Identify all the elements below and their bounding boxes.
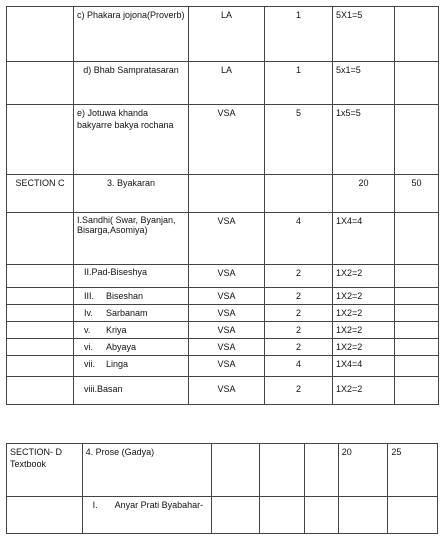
table-row: [7, 305, 439, 322]
section-cell: [7, 265, 74, 288]
marks-cell: 1X2=2: [333, 305, 395, 322]
section-cell: SECTION- D Textbook: [7, 444, 83, 497]
topic-cell: [74, 288, 189, 305]
question-count-cell: 2: [265, 322, 333, 339]
type-cell: VSA: [189, 265, 265, 288]
section-cell: SECTION C: [7, 175, 74, 213]
total-cell: [395, 322, 439, 339]
marks-cell: 1X4=4: [333, 356, 395, 377]
item-number: vii.: [84, 359, 95, 369]
marks-cell: 1X2=2: [333, 288, 395, 305]
marks-cell: 1X4=4: [333, 213, 395, 265]
topic-cell: [74, 356, 189, 377]
empty-cell: [259, 497, 304, 534]
item-number: I.: [92, 500, 98, 510]
marks-cell: 5X1=5: [333, 7, 395, 62]
type-cell: LA: [189, 7, 265, 62]
topic-cell: I.Sandhi( Swar, Byanjan, Bisarga,Asomiya): [74, 213, 189, 265]
empty-cell: [212, 497, 259, 534]
question-count-cell: 2: [265, 377, 333, 405]
empty-cell: [259, 444, 304, 497]
type-cell: VSA: [189, 305, 265, 322]
topic-cell: [82, 497, 212, 534]
type-cell: VSA: [189, 356, 265, 377]
marks-table: [6, 6, 439, 405]
item-number: v.: [84, 325, 91, 335]
marks-cell: 1X2=2: [333, 322, 395, 339]
total-cell: [395, 105, 439, 175]
section-cell: [7, 7, 74, 62]
section-cell: [7, 213, 74, 265]
table-row: [7, 265, 439, 288]
empty-cell: [338, 497, 388, 534]
topic-cell: [74, 322, 189, 339]
table-row: [7, 444, 438, 497]
empty-cell: [304, 444, 338, 497]
item-number: Iv.: [84, 308, 93, 318]
question-count-cell: 2: [265, 265, 333, 288]
item-number: vi.: [84, 342, 93, 352]
topic-cell: II.Pad-Biseshya: [74, 265, 189, 288]
section-cell: [7, 62, 74, 105]
item-label: Anyar Prati Byabahar-: [114, 500, 204, 510]
table-row: [7, 356, 439, 377]
table-row: [7, 175, 439, 213]
item-label: Abyaya: [106, 342, 137, 352]
topic-cell: 3. Byakaran: [74, 175, 189, 213]
total-cell: 25: [388, 444, 438, 497]
section-cell: [7, 305, 74, 322]
total-cell: [395, 213, 439, 265]
topic-cell: [74, 339, 189, 356]
table-row: [7, 497, 438, 534]
type-cell: VSA: [189, 339, 265, 356]
table-row: [7, 322, 439, 339]
table-row: [7, 377, 439, 405]
table-row: [7, 339, 439, 356]
empty-cell: [212, 444, 259, 497]
section-cell: [7, 105, 74, 175]
total-cell: [395, 7, 439, 62]
question-count-cell: 2: [265, 339, 333, 356]
section-cell: [7, 497, 83, 534]
item-label: Sarbanam: [106, 308, 148, 318]
total-cell: [395, 305, 439, 322]
item-label: Kriya: [106, 325, 127, 335]
marks-cell: 1x5=5: [333, 105, 395, 175]
section-cell: [7, 377, 74, 405]
section-cell: [7, 339, 74, 356]
table-row: [7, 288, 439, 305]
marks-cell: 1X2=2: [333, 265, 395, 288]
total-cell: [395, 339, 439, 356]
topic-cell: d) Bhab Sampratasaran: [74, 62, 189, 105]
type-cell: [189, 175, 265, 213]
section-d-table: [6, 443, 438, 534]
type-cell: LA: [189, 62, 265, 105]
marks-cell: 1X2=2: [333, 377, 395, 405]
type-cell: VSA: [189, 105, 265, 175]
type-cell: VSA: [189, 213, 265, 265]
item-number: III.: [84, 291, 95, 301]
question-count-cell: 2: [265, 288, 333, 305]
question-count-cell: 1: [265, 62, 333, 105]
total-cell: [395, 356, 439, 377]
table-row: [7, 62, 439, 105]
marks-cell: 20: [338, 444, 388, 497]
question-count-cell: [265, 175, 333, 213]
empty-cell: [304, 497, 338, 534]
table-row: [7, 105, 439, 175]
section-cell: [7, 356, 74, 377]
item-label: Linga: [106, 359, 129, 369]
topic-cell: c) Phakara jojona(Proverb): [74, 7, 189, 62]
question-count-cell: 4: [265, 356, 333, 377]
type-cell: VSA: [189, 322, 265, 339]
section-cell: [7, 322, 74, 339]
marks-cell: 20: [333, 175, 395, 213]
marks-cell: 1X2=2: [333, 339, 395, 356]
type-cell: VSA: [189, 377, 265, 405]
question-count-cell: 1: [265, 7, 333, 62]
total-cell: [395, 288, 439, 305]
topic-cell: viii.Basan: [74, 377, 189, 405]
question-count-cell: 2: [265, 305, 333, 322]
table-row: [7, 213, 439, 265]
section-cell: [7, 288, 74, 305]
total-cell: [395, 377, 439, 405]
item-label: Biseshan: [106, 291, 144, 301]
question-count-cell: 4: [265, 213, 333, 265]
total-cell: [395, 62, 439, 105]
total-cell: [395, 265, 439, 288]
empty-cell: [388, 497, 438, 534]
type-cell: VSA: [189, 288, 265, 305]
table-row: [7, 7, 439, 62]
topic-cell: e) Jotuwa khanda bakyarre bakya rochana: [74, 105, 189, 175]
topic-cell: [74, 305, 189, 322]
topic-cell: 4. Prose (Gadya): [82, 444, 212, 497]
question-count-cell: 5: [265, 105, 333, 175]
total-cell: 50: [395, 175, 439, 213]
marks-cell: 5x1=5: [333, 62, 395, 105]
